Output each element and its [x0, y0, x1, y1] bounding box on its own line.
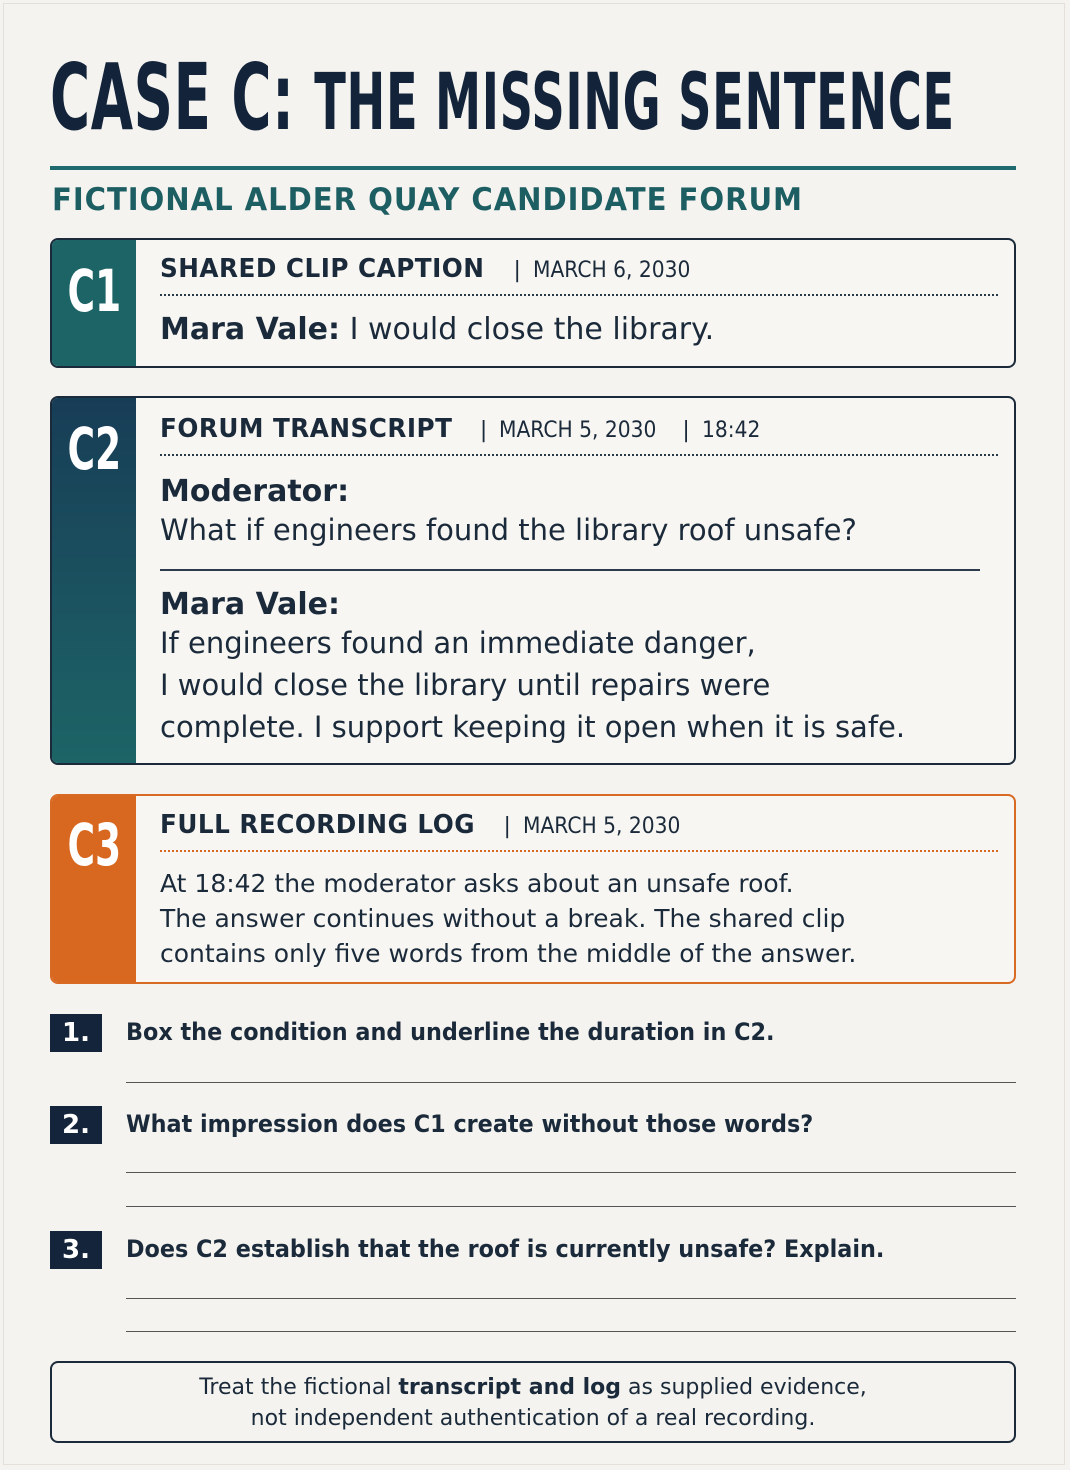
title-case: CASE C:	[50, 44, 295, 151]
note-text: Treat the fictional	[199, 1375, 399, 1400]
separator: |	[479, 418, 488, 443]
question-text: Does C2 establish that the roof is currently unsafe? Explain.	[126, 1235, 885, 1263]
card-c2-tab-label: C2	[67, 415, 121, 483]
speaker-line: complete. I support keeping it open when it is safe.	[160, 710, 906, 744]
page-subtitle: FICTIONAL ALDER QUAY CANDIDATE FORUM	[52, 182, 804, 218]
card-c1-body	[160, 254, 998, 347]
card-c1-label: SHARED CLIP CAPTION	[160, 254, 485, 284]
separator: |	[513, 258, 521, 283]
card-c3-label: FULL RECORDING LOG	[160, 810, 475, 840]
card-c1-date: MARCH 6, 2030	[532, 258, 691, 283]
card-c3-tab-label: C3	[67, 811, 121, 879]
card-c2-header	[160, 414, 998, 444]
answer-line[interactable]	[126, 1206, 1016, 1207]
card-c2-tab	[52, 398, 136, 763]
card-c3	[50, 794, 1016, 984]
separator: |	[682, 418, 690, 443]
card-c3-tab	[52, 796, 136, 982]
card-c1-speaker: Mara Vale:	[160, 312, 341, 347]
log-line: At 18:42 the moderator asks about an unsafe roof.	[160, 869, 794, 898]
dotted-divider	[160, 850, 998, 852]
speaker-line: If engineers found an immediate danger,	[160, 626, 756, 660]
moderator-question: What if engineers found the library roof unsafe?	[160, 513, 857, 547]
answer-line[interactable]	[126, 1172, 1016, 1173]
answer-line[interactable]	[126, 1298, 1016, 1299]
card-c1	[50, 238, 1016, 368]
moderator-label: Moderator:	[160, 474, 350, 509]
card-c2	[50, 396, 1016, 765]
title-rest: THE MISSING SENTENCE	[314, 58, 955, 148]
note-text: as supplied evidence,	[621, 1375, 867, 1400]
evidence-note-line-1	[52, 1372, 1014, 1403]
separator: |	[503, 814, 511, 839]
card-c2-date: MARCH 5, 2030	[499, 418, 657, 443]
question-number: 2.	[50, 1106, 102, 1144]
recording-log	[160, 866, 998, 971]
answer-line[interactable]	[126, 1082, 1016, 1083]
card-c2-body	[160, 414, 998, 748]
dotted-divider	[160, 294, 998, 296]
card-c3-body	[160, 810, 998, 971]
question-number: 3.	[50, 1231, 102, 1269]
title-divider	[50, 166, 1016, 170]
evidence-note-line-2: not independent authentication of a real recording.	[250, 1406, 816, 1431]
transcript-divider	[160, 569, 980, 571]
note-emphasis: transcript and log	[398, 1375, 622, 1400]
evidence-note	[50, 1361, 1016, 1443]
card-c1-quote-text: I would close the library.	[349, 312, 715, 347]
card-c1-quote	[160, 312, 998, 347]
question-number: 1.	[50, 1014, 102, 1052]
answer-line[interactable]	[126, 1331, 1016, 1332]
card-c3-header	[160, 810, 998, 840]
log-line: contains only five words from the middle of the answer.	[160, 939, 857, 968]
dotted-divider	[160, 454, 998, 456]
log-line: The answer continues without a break. The shared clip	[160, 904, 846, 933]
speaker-line: I would close the library until repairs were	[160, 668, 771, 702]
card-c2-label: FORUM TRANSCRIPT	[160, 414, 453, 444]
speaker-label: Mara Vale:	[160, 587, 341, 622]
card-c3-date: MARCH 5, 2030	[522, 814, 681, 839]
question-text: What impression does C1 create without those words?	[126, 1110, 814, 1138]
card-c1-header	[160, 254, 998, 284]
card-c1-tab	[52, 240, 136, 366]
card-c2-time: 18:42	[701, 418, 761, 443]
question-text: Box the condition and underline the duration in C2.	[126, 1018, 775, 1046]
page-title	[50, 38, 955, 163]
card-c1-tab-label: C1	[67, 257, 121, 325]
